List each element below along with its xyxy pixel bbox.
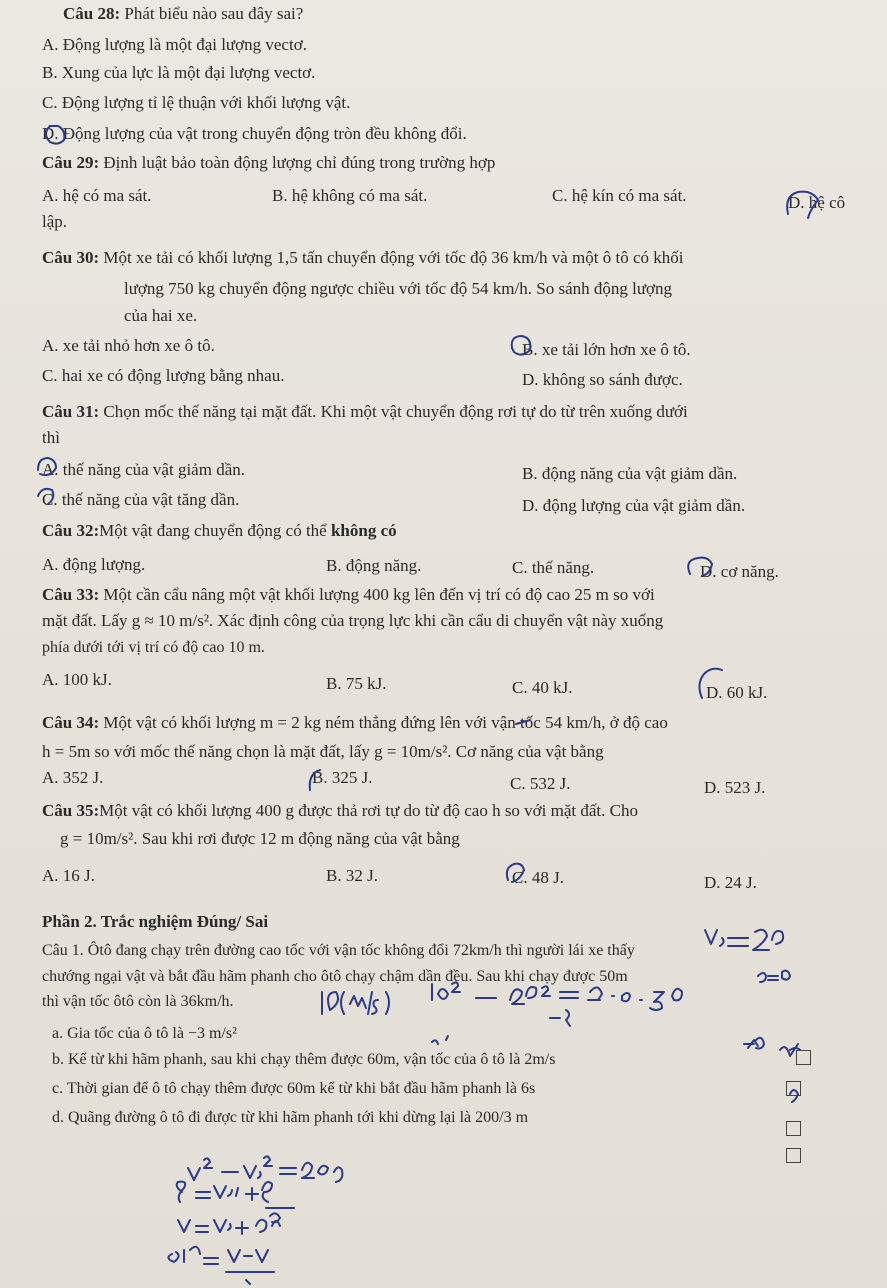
q32-number: Câu 32: [42,521,100,540]
q35-text-1: Một vật có khối lượng 400 g được thả rơi tự do từ độ cao h so với mặt đất. Cho [99,801,638,820]
answer-box-a[interactable] [796,1050,811,1065]
q35-option-b: B. 32 J. [326,866,378,885]
q33-number: Câu 33: [42,585,100,604]
q30-text-1: Một xe tải có khối lượng 1,5 tấn chuyển động với tốc độ 36 km/h và một ô tô có khối [103,248,684,267]
q29-option-c: C. hệ kín có ma sát. [552,186,687,205]
q31-option-d: D. động lượng của vật giảm dần. [522,496,746,515]
q30-option-a: A. xe tải nhỏ hơn xe ô tô. [42,336,215,355]
hw-s-eq [177,1182,294,1223]
part2-q1-line-1: Câu 1. Ôtô đang chạy trên đường cao tốc với vận tốc không đổi 72km/h thì người lái xe thấy [42,942,635,959]
q30-option-d: D. không so sánh được. [522,370,683,389]
answer-box-b[interactable] [786,1081,801,1096]
q34-option-b: B. 325 J. [312,768,373,787]
q33-option-d: D. 60 kJ. [706,683,768,702]
q30-stem-line-2: lượng 750 kg chuyển động ngược chiều với tốc độ 54 km/h. So sánh động lượng [124,279,673,298]
part2-statement-c: c. Thời gian để ô tô chạy thêm được 60m kể từ khi bắt đầu hãm phanh là 6s [52,1080,536,1097]
q34-text-1: Một vật có khối lượng m = 2 kg ném thẳng đứng lên với vận tốc 54 km/h, ở độ cao [103,713,668,732]
part2-statement-d: d. Quãng đường ô tô đi được từ khi hãm phanh tới khi dừng lại là 200/3 m [52,1109,529,1126]
q33-text-1: Một cần cẩu nâng một vật khối lượng 400 kg lên đến vị trí có độ cao 25 m so với [103,585,655,604]
q29-text: Định luật bảo toàn động lượng chỉ đúng trong trường hợp [103,153,496,172]
q35-stem-line-1 [42,801,638,821]
q33-stem-line-2: mặt đất. Lấy g ≈ 10 m/s². Xác định công của trọng lực khi cần cẩu di chuyển vật này xuống [42,611,664,630]
hw-a-eq [168,1247,274,1284]
q34-stem-line-1 [42,713,668,733]
q33-option-b: B. 75 kJ. [326,674,387,693]
q29-option-d: D. hệ cô [788,193,846,212]
q32-option-d: D. cơ năng. [700,562,779,581]
q31-stem-line-1 [42,402,688,422]
q28-stem [63,4,303,24]
q31-stem-line-2: thì [42,428,60,447]
answer-box-c[interactable] [786,1121,801,1136]
q33-stem-line-3: phía dưới tới vị trí có độ cao 10 m. [42,639,265,656]
q29-option-d-continued: lập. [42,212,68,231]
q32-option-a: A. động lượng. [42,555,146,574]
q28-text: Phát biểu nào sau đây sai? [124,4,304,23]
q30-stem-line-1 [42,248,684,268]
q35-option-a: A. 16 J. [42,866,95,885]
part2-statement-b: b. Kể từ khi hãm phanh, sau khi chạy thêm được 60m, vận tốc của ô tô là 2m/s [52,1051,556,1068]
q34-number: Câu 34: [42,713,100,732]
q35-option-c: C. 48 J. [512,868,564,887]
part2-heading: Phần 2. Trắc nghiệm Đúng/ Sai [42,912,269,931]
hw-v-squared [432,1036,448,1044]
q29-option-a: A. hệ có ma sát. [42,186,152,205]
hw-v-eq [178,1220,280,1234]
q28-option-c: C. Động lượng tỉ lệ thuận với khối lượng vật. [42,93,351,112]
q32-option-b: B. động năng. [326,556,422,575]
q30-option-b: B. xe tải lớn hơn xe ô tô. [522,340,691,359]
q34-option-d: D. 523 J. [704,778,766,797]
answer-box-d[interactable] [786,1148,801,1163]
hw-10ms [322,992,389,1014]
q35-number: Câu 35: [42,801,100,820]
q33-option-c: C. 40 kJ. [512,678,573,697]
q29-option-b: B. hệ không có ma sát. [272,186,428,205]
q33-option-a: A. 100 kJ. [42,670,112,689]
q31-option-a: A. thế năng của vật giảm dần. [42,460,245,479]
q33-stem-line-1 [42,585,655,605]
q30-option-c: C. hai xe có động lượng bằng nhau. [42,366,285,385]
q31-text-1: Chọn mốc thế năng tại mặt đất. Khi một vật chuyển động rơi tự do từ trên xuống dưới [103,402,688,421]
q32-text: Một vật đang chuyển động có thể [99,521,327,540]
q29-stem [42,153,495,173]
q28-option-b: B. Xung của lực là một đại lượng vectơ. [42,63,316,82]
part2-q1-line-3: thì vận tốc ôtô còn là 36km/h. [42,993,234,1010]
q31-option-c: C. thế năng của vật tăng dần. [42,490,240,509]
q30-number: Câu 30: [42,248,100,267]
q35-option-d: D. 24 J. [704,873,757,892]
q32-option-c: C. thế năng. [512,558,595,577]
q31-number: Câu 31: [42,402,100,421]
q34-stem-line-2: h = 5m so với mốc thế năng chọn là mặt đất, lấy g = 10m/s². Cơ năng của vật bằng [42,742,604,761]
hw-neg [550,1010,570,1026]
q28-number: Câu 28: [63,4,121,23]
part2-statement-a: a. Gia tốc của ô tô là −3 m/s² [52,1025,237,1042]
q28-option-a: A. Động lượng là một đại lượng vectơ. [42,35,307,54]
q32-emphasis: không có [330,521,397,540]
hw-v0-20 [705,930,783,950]
q30-stem-line-3: của hai xe. [124,306,198,325]
hw-check-a [744,1038,764,1049]
q29-number: Câu 29: [42,153,100,172]
q31-option-b: B. động năng của vật giảm dần. [522,464,738,483]
part2-q1-line-2: chướng ngại vật và bắt đầu hãm phanh cho ôtô chạy chậm dần đều. Sau khi chạy được 50m [42,968,628,985]
hw-v2-v02 [188,1156,342,1182]
q28-option-d: D. Động lượng của vật trong chuyển động tròn đều không đổi. [42,124,467,143]
q35-stem-line-2: g = 10m/s². Sau khi rơi được 12 m động năng của vật bằng [60,829,460,848]
q34-option-c: C. 532 J. [510,774,571,793]
hw-a-0 [758,971,790,982]
q32-stem [42,521,397,541]
q34-option-a: A. 352 J. [42,768,104,787]
